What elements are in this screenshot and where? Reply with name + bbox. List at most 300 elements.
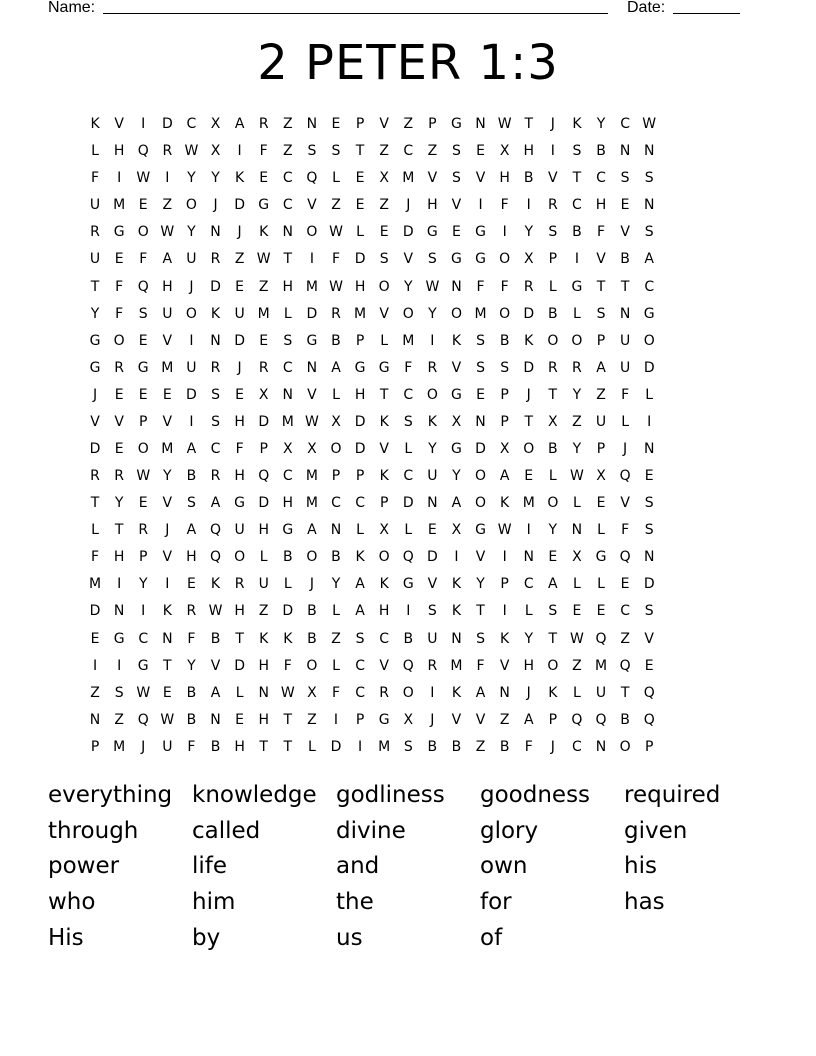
grid-letter: X (548, 413, 558, 430)
grid-letter: L (404, 440, 413, 457)
grid-letter: L (597, 522, 605, 539)
grid-letter: Z (403, 116, 414, 133)
grid-letter: W (136, 468, 151, 485)
grid-letter: G (89, 332, 101, 349)
grid-letter: V (162, 332, 173, 349)
grid-letter: L (548, 278, 557, 295)
word-bank-item: everything (48, 782, 173, 808)
grid-letter: I (165, 170, 170, 187)
grid-letter: O (619, 738, 631, 755)
grid-row (83, 680, 661, 707)
grid-letter: D (306, 305, 318, 322)
grid-row (83, 273, 661, 300)
grid-letter: E (138, 386, 148, 403)
grid-letter: E (138, 495, 148, 512)
grid-letter: O (137, 440, 149, 457)
word-bank-item: his (624, 853, 657, 880)
grid-row (83, 544, 661, 571)
grid-letter: F (331, 251, 341, 268)
grid-letter: Y (90, 305, 100, 322)
grid-letter: O (643, 332, 655, 349)
grid-letter: Y (138, 576, 148, 593)
grid-letter: V (620, 495, 630, 512)
grid-letter: I (526, 522, 531, 539)
grid-letter: U (186, 251, 197, 268)
grid-letter: X (210, 116, 221, 133)
word-bank-item: and (336, 853, 380, 880)
grid-letter: R (258, 359, 269, 376)
grid-letter: K (524, 332, 534, 349)
grid-letter: U (162, 738, 173, 755)
grid-letter: N (210, 332, 221, 349)
grid-letter: M (161, 359, 174, 376)
grid-letter: M (305, 468, 318, 485)
grid-letter: K (451, 576, 462, 593)
grid-row (83, 571, 661, 598)
grid-letter: O (402, 305, 414, 322)
grid-letter: E (259, 332, 269, 349)
grid-letter: B (451, 738, 462, 755)
grid-letter: Q (306, 170, 318, 187)
grid-letter: L (91, 143, 99, 160)
grid-row (83, 517, 661, 544)
grid-letter: L (573, 684, 581, 701)
grid-letter: G (402, 576, 414, 593)
grid-letter: E (114, 251, 124, 268)
grid-letter: M (89, 576, 102, 593)
grid-letter: M (378, 738, 391, 755)
grid-letter: S (403, 738, 413, 755)
grid-letter: G (643, 305, 655, 322)
grid-letter: A (355, 603, 365, 620)
grid-letter: R (114, 468, 124, 485)
grid-letter: H (499, 170, 510, 187)
grid-letter: P (355, 332, 365, 349)
grid-letter: N (475, 116, 486, 133)
grid-letter: O (234, 549, 246, 566)
grid-letter: J (141, 738, 146, 755)
grid-letter: Y (452, 468, 461, 485)
grid-letter: A (210, 495, 221, 512)
grid-letter: E (235, 386, 245, 403)
grid-letter: C (403, 468, 414, 485)
grid-letter: X (379, 170, 389, 187)
grid-letter: I (478, 197, 483, 214)
grid-letter: U (234, 305, 245, 322)
grid-letter: V (379, 305, 389, 322)
grid-letter: V (162, 413, 173, 430)
grid-letter: B (620, 711, 630, 728)
word-bank-item: for (480, 889, 512, 916)
grid-letter: W (329, 278, 343, 295)
grid-letter: F (500, 197, 509, 214)
grid-letter: G (475, 224, 486, 241)
grid-letter: M (113, 738, 126, 755)
grid-letter: C (403, 143, 414, 160)
grid-letter: E (476, 386, 485, 403)
name-blank-line[interactable] (103, 13, 608, 14)
grid-letter: A (451, 495, 462, 512)
grid-letter: R (234, 576, 245, 593)
grid-letter: W (570, 468, 584, 485)
word-bank-item: who (48, 889, 96, 916)
grid-letter: M (402, 170, 415, 187)
grid-letter: D (475, 440, 486, 457)
grid-letter: N (282, 386, 294, 403)
grid-letter: E (620, 576, 630, 593)
grid-letter: V (379, 116, 389, 133)
grid-letter: E (476, 143, 485, 160)
grid-letter: V (451, 711, 462, 728)
grid-letter: H (258, 657, 269, 674)
grid-letter: B (572, 224, 582, 241)
grid-letter: F (235, 440, 244, 457)
grid-letter: A (548, 576, 558, 593)
grid-letter: O (499, 305, 511, 322)
grid-row (83, 246, 661, 273)
grid-letter: I (141, 603, 146, 620)
grid-letter: P (500, 413, 509, 430)
grid-letter: A (186, 522, 197, 539)
grid-letter: C (644, 278, 655, 295)
grid-letter: R (162, 143, 173, 160)
grid-letter: H (258, 711, 269, 728)
grid-letter: D (161, 116, 173, 133)
grid-letter: J (430, 711, 435, 728)
grid-letter: G (378, 359, 390, 376)
grid-letter: W (160, 224, 175, 241)
grid-letter: L (332, 657, 340, 674)
grid-letter: L (332, 170, 340, 187)
grid-letter: W (136, 170, 151, 187)
grid-row (83, 734, 661, 761)
grid-letter: D (354, 413, 366, 430)
grid-letter: Q (643, 711, 655, 728)
grid-letter: V (114, 116, 124, 133)
grid-letter: Z (572, 657, 582, 674)
grid-row (83, 707, 661, 734)
grid-row (83, 111, 661, 138)
grid-letter: F (596, 224, 606, 241)
grid-letter: F (524, 738, 533, 755)
grid-letter: B (186, 468, 197, 485)
grid-letter: V (620, 224, 630, 241)
grid-letter: Q (258, 468, 270, 485)
word-bank-item: own (480, 853, 528, 880)
grid-letter: Z (307, 711, 317, 728)
grid-letter: U (619, 359, 631, 376)
grid-letter: G (282, 522, 294, 539)
grid-letter: U (162, 305, 173, 322)
grid-letter: X (403, 711, 414, 728)
grid-letter: R (258, 116, 269, 133)
grid-letter: P (90, 738, 100, 755)
grid-letter: I (333, 711, 339, 728)
grid-letter: S (644, 603, 654, 620)
grid-letter: O (330, 440, 342, 457)
grid-letter: V (307, 386, 317, 403)
grid-letter: O (378, 549, 390, 566)
grid-letter: R (427, 359, 438, 376)
grid-letter: L (597, 576, 605, 593)
grid-letter: B (210, 738, 221, 755)
grid-letter: G (426, 224, 438, 241)
grid-letter: S (452, 170, 461, 187)
grid-letter: X (258, 386, 269, 403)
grid-letter: L (573, 576, 581, 593)
word-bank-item: goodness (480, 782, 591, 808)
grid-letter: U (89, 197, 101, 214)
grid-letter: J (213, 197, 218, 214)
grid-letter: V (403, 251, 414, 268)
grid-letter: H (354, 386, 366, 403)
grid-letter: Q (210, 549, 222, 566)
grid-letter: S (476, 630, 485, 647)
grid-letter: K (548, 684, 558, 701)
grid-letter: F (187, 738, 196, 755)
grid-letter: S (138, 305, 148, 322)
grid-letter: Z (162, 197, 173, 214)
grid-letter: T (524, 116, 534, 133)
grid-letter: Y (114, 495, 124, 512)
grid-letter: A (355, 576, 365, 593)
grid-letter: U (186, 359, 197, 376)
grid-letter: F (331, 684, 341, 701)
word-bank-item: knowledge (192, 782, 317, 808)
grid-letter: D (643, 359, 655, 376)
grid-letter: E (452, 224, 461, 241)
grid-letter: C (355, 684, 365, 701)
grid-row (83, 355, 661, 382)
grid-letter: I (358, 738, 363, 755)
grid-letter: Z (258, 603, 269, 620)
grid-letter: M (522, 495, 535, 512)
grid-letter: O (185, 305, 197, 322)
grid-row (83, 625, 661, 652)
grid-letter: S (596, 305, 606, 322)
grid-row (83, 192, 661, 219)
word-bank-item: glory (480, 817, 539, 844)
grid-letter: P (548, 251, 558, 268)
grid-letter: W (642, 116, 657, 133)
grid-letter: C (596, 170, 606, 187)
grid-letter: F (187, 630, 196, 647)
grid-letter: T (259, 738, 268, 755)
grid-letter: D (643, 576, 655, 593)
grid-letter: I (647, 413, 652, 430)
grid-letter: L (259, 549, 268, 566)
grid-letter: C (186, 116, 197, 133)
grid-letter: X (451, 522, 462, 539)
name-label: Name: (48, 0, 96, 16)
grid-letter: A (523, 711, 534, 728)
grid-letter: N (282, 224, 294, 241)
grid-letter: E (138, 197, 148, 214)
grid-letter: R (547, 197, 558, 214)
grid-letter: L (307, 738, 316, 755)
grid-letter: K (379, 468, 389, 485)
grid-letter: K (451, 684, 462, 701)
grid-letter: Q (595, 630, 607, 647)
grid-letter: T (548, 630, 558, 647)
date-blank-line[interactable] (673, 13, 740, 14)
grid-letter: C (355, 657, 365, 674)
grid-letter: Z (379, 143, 389, 160)
grid-letter: W (497, 116, 512, 133)
grid-letter: K (90, 116, 100, 133)
grid-letter: R (138, 522, 149, 539)
grid-letter: O (402, 684, 414, 701)
grid-letter: E (572, 603, 582, 620)
grid-letter: H (234, 603, 245, 620)
grid-letter: B (307, 603, 317, 620)
grid-letter: P (500, 386, 509, 403)
grid-letter: D (258, 495, 270, 512)
grid-letter: B (210, 630, 221, 647)
grid-letter: Y (403, 278, 413, 295)
grid-letter: L (573, 495, 581, 512)
grid-letter: I (92, 657, 98, 674)
grid-letter: K (259, 630, 269, 647)
grid-letter: C (572, 738, 582, 755)
grid-letter: K (235, 170, 245, 187)
grid-letter: G (451, 251, 462, 268)
grid-letter: M (257, 305, 270, 322)
grid-row (83, 301, 661, 328)
grid-letter: V (427, 576, 438, 593)
grid-letter: R (114, 359, 124, 376)
grid-letter: C (355, 495, 365, 512)
grid-letter: U (595, 684, 607, 701)
grid-letter: W (497, 522, 512, 539)
grid-letter: V (210, 657, 221, 674)
grid-letter: I (574, 251, 579, 268)
grid-letter: B (548, 440, 558, 457)
grid-letter: E (427, 522, 437, 539)
grid-letter: J (526, 386, 531, 403)
grid-letter: A (234, 116, 245, 133)
grid-letter: O (426, 386, 438, 403)
grid-letter: B (548, 305, 558, 322)
grid-letter: E (524, 468, 534, 485)
grid-letter: T (379, 386, 389, 403)
grid-letter: D (354, 440, 366, 457)
grid-letter: A (596, 359, 606, 376)
grid-letter: M (113, 197, 126, 214)
grid-letter: K (500, 495, 510, 512)
grid-letter: T (620, 278, 630, 295)
grid-letter: N (643, 549, 655, 566)
grid-row (83, 653, 661, 680)
grid-letter: C (620, 603, 630, 620)
grid-letter: W (570, 630, 584, 647)
grid-letter: I (502, 224, 507, 241)
grid-letter: K (162, 603, 172, 620)
grid-letter: R (186, 603, 197, 620)
grid-letter: J (526, 684, 531, 701)
grid-letter: Z (331, 197, 341, 214)
grid-letter: S (476, 359, 485, 376)
grid-letter: Q (619, 549, 631, 566)
grid-letter: V (427, 170, 438, 187)
grid-letter: O (113, 332, 125, 349)
grid-letter: R (90, 224, 100, 241)
grid-letter: X (307, 684, 317, 701)
grid-letter: H (282, 495, 294, 512)
grid-letter: S (644, 170, 654, 187)
grid-letter: U (619, 332, 631, 349)
grid-letter: L (332, 603, 340, 620)
grid-letter: O (475, 495, 487, 512)
grid-letter: D (234, 197, 245, 214)
grid-letter: L (356, 522, 364, 539)
grid-letter: X (499, 143, 510, 160)
grid-letter: V (90, 413, 100, 430)
grid-letter: O (499, 251, 511, 268)
grid-letter: V (644, 630, 654, 647)
grid-letter: H (234, 468, 245, 485)
grid-letter: P (500, 576, 509, 593)
grid-letter: Q (595, 711, 607, 728)
grid-letter: R (90, 468, 100, 485)
grid-letter: Q (571, 711, 583, 728)
grid-letter: D (210, 278, 221, 295)
grid-letter: T (163, 657, 172, 674)
grid-letter: E (90, 630, 100, 647)
grid-letter: M (450, 657, 463, 674)
word-bank-item: the (336, 889, 374, 916)
grid-letter: K (572, 116, 582, 133)
grid-letter: S (211, 386, 220, 403)
grid-letter: F (476, 278, 485, 295)
grid-letter: H (427, 197, 438, 214)
grid-letter: N (330, 522, 342, 539)
grid-letter: I (502, 603, 507, 620)
grid-letter: Z (331, 630, 341, 647)
grid-letter: B (499, 738, 510, 755)
grid-letter: Y (524, 224, 534, 241)
grid-letter: T (620, 684, 630, 701)
grid-letter: C (282, 170, 293, 187)
grid-letter: S (620, 170, 630, 187)
grid-letter: R (379, 684, 390, 701)
grid-row (83, 382, 661, 409)
grid-letter: B (403, 630, 414, 647)
grid-letter: C (282, 468, 293, 485)
grid-letter: E (644, 657, 654, 674)
grid-letter: V (548, 170, 558, 187)
grid-letter: S (379, 251, 389, 268)
grid-letter: T (235, 630, 244, 647)
grid-letter: K (451, 332, 462, 349)
grid-letter: X (596, 468, 606, 485)
grid-letter: P (644, 738, 654, 755)
grid-row (83, 598, 661, 625)
grid-letter: Z (572, 413, 582, 430)
word-bank-item: through (48, 817, 139, 844)
grid-letter: D (523, 305, 535, 322)
grid-letter: L (283, 305, 292, 322)
grid-letter: P (355, 711, 365, 728)
grid-letter: N (499, 684, 510, 701)
grid-letter: Z (499, 711, 510, 728)
grid-letter: N (595, 738, 607, 755)
grid-letter: M (594, 657, 608, 674)
grid-letter: D (89, 603, 101, 620)
grid-letter: Z (114, 711, 124, 728)
grid-letter: K (427, 413, 437, 430)
word-bank-item: required (624, 782, 721, 808)
